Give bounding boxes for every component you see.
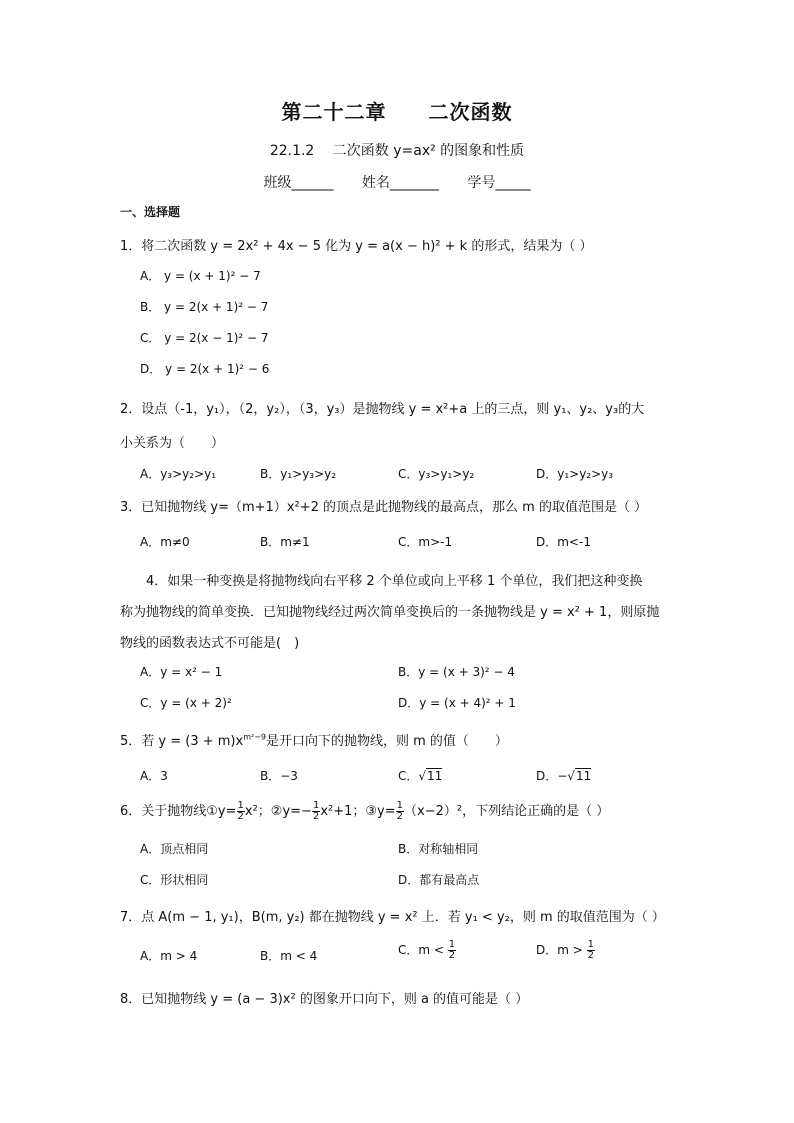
q1-option-b: B． y = 2(x + 1)² − 7 — [140, 300, 269, 314]
student-info-line — [0, 172, 794, 192]
q1-option-d: D． y = 2(x + 1)² − 6 — [140, 362, 270, 376]
q7-option-d-label: D．m > — [536, 943, 583, 957]
q7-option-a: A．m > 4 — [140, 949, 198, 963]
q3-option-c: C．m>-1 — [398, 535, 453, 549]
q6-fraction-3: $\frac{1}{2}$ — [396, 800, 403, 822]
name-field: 姓名_______ — [362, 175, 439, 191]
q5-option-d: D．−√11 — [536, 769, 592, 783]
class-field: 班级______ — [263, 175, 334, 191]
q6-option-b: B．对称轴相同 — [398, 842, 479, 856]
q6-option-d: D．都有最高点 — [398, 873, 480, 887]
q7-option-c-fraction: $\frac{1}{2}$ — [448, 939, 456, 961]
q2-option-b: B．y₁>y₃>y₂ — [260, 467, 337, 481]
q5-option-d-sqrt: 11 — [575, 769, 592, 783]
q2-option-d: D．y₁>y₂>y₃ — [536, 467, 614, 481]
q7-option-d-fraction: $\frac{1}{2}$ — [587, 939, 595, 961]
question-4-line-3: 物线的函数表达式不可能是( ) — [120, 636, 300, 651]
section-title: 一、选择题 — [120, 205, 181, 219]
student-id-field: 学号_____ — [467, 175, 531, 191]
q5-exponent: m²−9 — [243, 732, 266, 742]
q6-suffix: （x−2）²，下列结论正确的是（ ） — [404, 804, 610, 819]
q6-prefix: 6．关于抛物线①y= — [120, 804, 237, 819]
question-2: 2．设点（-1，y₁），（2，y₂），（3，y₃）是抛物线 y = x²+a 上的三点，则 y₁、y₂、y₃的大 — [120, 402, 645, 417]
q4-option-d: D．y = (x + 4)² + 1 — [398, 696, 516, 710]
q4-option-b: B．y = (x + 3)² − 4 — [398, 665, 515, 679]
q4-option-a: A．y = x² − 1 — [140, 665, 223, 679]
question-2-line-2: 小关系为（ ） — [120, 436, 225, 451]
page-title: 第二十二章 二次函数 — [281, 100, 513, 124]
q7-option-c — [398, 940, 456, 961]
page-subtitle: 22.1.2 二次函数 y=ax² 的图象和性质 — [269, 143, 525, 159]
question-6 — [120, 800, 609, 822]
q5-prefix: 5．若 y = (3 + m)x — [120, 734, 244, 749]
question-7: 7．点 A(m − 1, y₁)，B(m, y₂) 都在抛物线 y = x² 上．若 y₁ < y₂，则 m 的取值范围为（ ） — [120, 910, 665, 925]
q5-option-d-label: D．− — [536, 769, 568, 783]
q5-option-b: B．−3 — [260, 769, 298, 783]
q3-option-a: A．m≠0 — [140, 535, 190, 549]
q6-fraction-2: $\frac{1}{2}$ — [312, 800, 320, 822]
question-8: 8．已知抛物线 y = (a − 3)x² 的图象开口向下，则 a 的值可能是（ ） — [120, 992, 529, 1007]
question-4-line-2: 称为抛物线的简单变换．已知抛物线经过两次简单变换后的一条抛物线是 y = x² + 1，则原抛 — [120, 605, 660, 620]
question-4: 4．如果一种变换是将抛物线向右平移 2 个单位或向上平移 1 个单位，我们把这种变换 — [146, 574, 643, 589]
q6-part-2: x²+1；③y= — [320, 804, 396, 819]
q5-option-c-sqrt: 11 — [427, 769, 443, 783]
q3-option-b: B．m≠1 — [260, 535, 310, 549]
q5-suffix: 是开口向下的抛物线，则 m 的值（ ） — [265, 734, 508, 749]
q5-option-c-label: C． — [398, 769, 419, 783]
q6-fraction-1: $\frac{1}{2}$ — [237, 800, 244, 822]
q7-option-b: B．m < 4 — [260, 949, 318, 963]
q7-option-c-label: C．m < — [398, 943, 444, 957]
q3-option-d: D．m<-1 — [536, 535, 591, 549]
q2-option-a: A．y₃>y₂>y₁ — [140, 467, 217, 481]
q5-option-a: A．3 — [140, 769, 168, 783]
q1-option-a: A． y = (x + 1)² − 7 — [140, 269, 261, 283]
q7-option-d — [536, 940, 595, 961]
q6-option-a: A．顶点相同 — [140, 842, 209, 856]
q6-part-1: x²；②y=− — [244, 804, 312, 819]
q6-option-c: C．形状相同 — [140, 873, 209, 887]
q2-option-c: C．y₃>y₁>y₂ — [398, 467, 475, 481]
question-1: 1．将二次函数 y = 2x² + 4x − 5 化为 y = a(x − h)² + k 的形式，结果为（ ） — [120, 239, 593, 254]
q1-option-c: C． y = 2(x − 1)² − 7 — [140, 331, 269, 345]
question-3: 3．已知抛物线 y=（m+1）x²+2 的顶点是此抛物线的最高点，那么 m 的取值范围是（ ） — [120, 500, 648, 515]
question-5 — [120, 730, 508, 749]
q5-option-c: C．√11 — [398, 769, 443, 783]
q4-option-c: C．y = (x + 2)² — [140, 696, 232, 710]
